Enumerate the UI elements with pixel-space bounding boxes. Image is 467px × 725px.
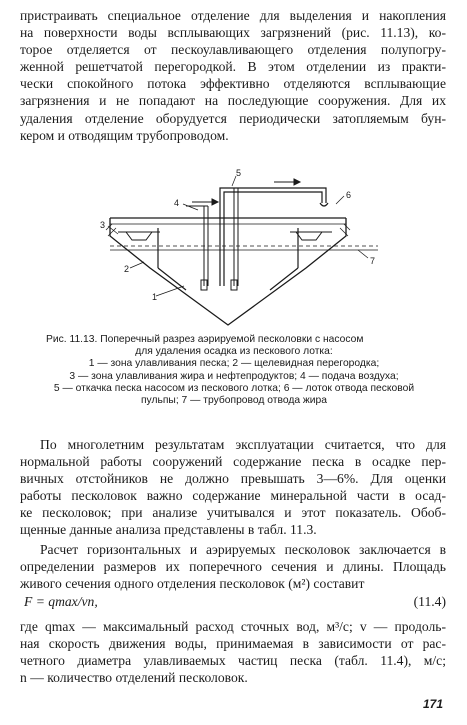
text-line: женной решетчатой перегородкой. В этом отделении из практи-: [20, 59, 446, 75]
caption-line: для удаления осадка из пескового лотка:: [135, 346, 333, 358]
fat-zone-right: [290, 232, 332, 240]
text-line: чески спокойного потока эффективно отделяются всплывающие: [20, 76, 446, 92]
tank-outline: [110, 218, 346, 325]
text-line: Расчет горизонтальных и аэрируемых песколовок заключается в: [40, 542, 446, 557]
paragraph-sand-content: [20, 436, 446, 539]
slotted-partitions: [158, 228, 298, 290]
text-line: четного диаметра улавливаемых частиц песка (табл. 11.4), м/с;: [20, 653, 446, 669]
caption-line: 1 — зона улавливания песка; 2 — щелевидная перегородка;: [88, 358, 380, 370]
label-2: 2: [124, 264, 130, 274]
formula-expression: F = qmax/vn,: [24, 594, 98, 609]
label-4: 4: [174, 198, 180, 208]
caption-line: пульпы; 7 — трубопровод отвода жира: [140, 395, 328, 407]
page-number: 171: [422, 697, 443, 711]
paragraph-calculation: [20, 541, 446, 592]
text-line: ке песколовок; при анализе учитывался и этот показатель. Обоб-: [20, 505, 446, 521]
label-3: 3: [100, 220, 106, 230]
label-1: 1: [152, 292, 158, 302]
text-line: определении размеров их поперечного сечения и длины. Площадь: [20, 559, 446, 575]
text-line: пристраивать специальное отделение для выделения и накопления: [20, 8, 446, 23]
text-line: работы песколовок важно содержание минеральной части в осад-: [20, 488, 446, 504]
sand-pump-pipe: [220, 188, 328, 286]
paragraph-definitions: [20, 618, 446, 686]
text-line: где qmax — максимальный расход сточных вод, м³/с; v — продоль-: [20, 619, 446, 634]
text-line: По многолетним результатам эксплуатации считается, что для: [40, 437, 446, 452]
top-paragraph: [20, 7, 446, 144]
text-line: торое отделяется от пескоулавливающего отделения полупогру-: [20, 42, 446, 58]
text-line: кером и отводящим трубопроводом.: [20, 127, 229, 143]
caption-line: 5 — откачка песка насосом из пескового лотка; 6 — лоток отвода песковой: [53, 382, 415, 394]
text-line: нормальной работы сооружений содержание песка в осадке пер-: [20, 454, 446, 470]
label-7: 7: [370, 256, 376, 266]
text-line: ная скорость движения воды, принимаемая в зависимости от рас-: [20, 636, 446, 652]
caption-line: Рис. 11.13. Поперечный разрез аэрируемой песколовки с насосом: [46, 334, 364, 345]
text-line: загрязнения и не попадают на последующие сооружения. Для их: [20, 93, 446, 109]
grease-pipe: [110, 246, 378, 250]
caption-line: 3 — зона улавливания жира и нефтепродуктов; 4 — подача воздуха;: [69, 370, 399, 382]
text-line: на поверхности воды всплывающих загрязнений (рис. 11.13), ко-: [20, 25, 446, 41]
text-line: удаления отделение оборудуется периодически затопляемым бун-: [20, 110, 446, 126]
text-line: щенные данные анализа представлены в табл. 11.3.: [20, 522, 317, 538]
formula-number: (11.4): [413, 594, 446, 609]
text-line: n — количество отделений песколовок.: [20, 670, 248, 686]
aerated-grit-chamber-figure: [88, 168, 388, 328]
fat-zone-left: [118, 232, 160, 240]
label-6: 6: [346, 190, 352, 200]
wall-hatching: [106, 224, 350, 236]
label-5: 5: [236, 168, 242, 178]
text-line: живого сечения одного отделения песколовок (м²) составит: [20, 576, 365, 592]
figure-caption: [22, 334, 446, 407]
text-line: вичных отстойников не должно превышать 3—6%. Для оценки: [20, 471, 446, 487]
formula-11-4: [20, 593, 446, 610]
